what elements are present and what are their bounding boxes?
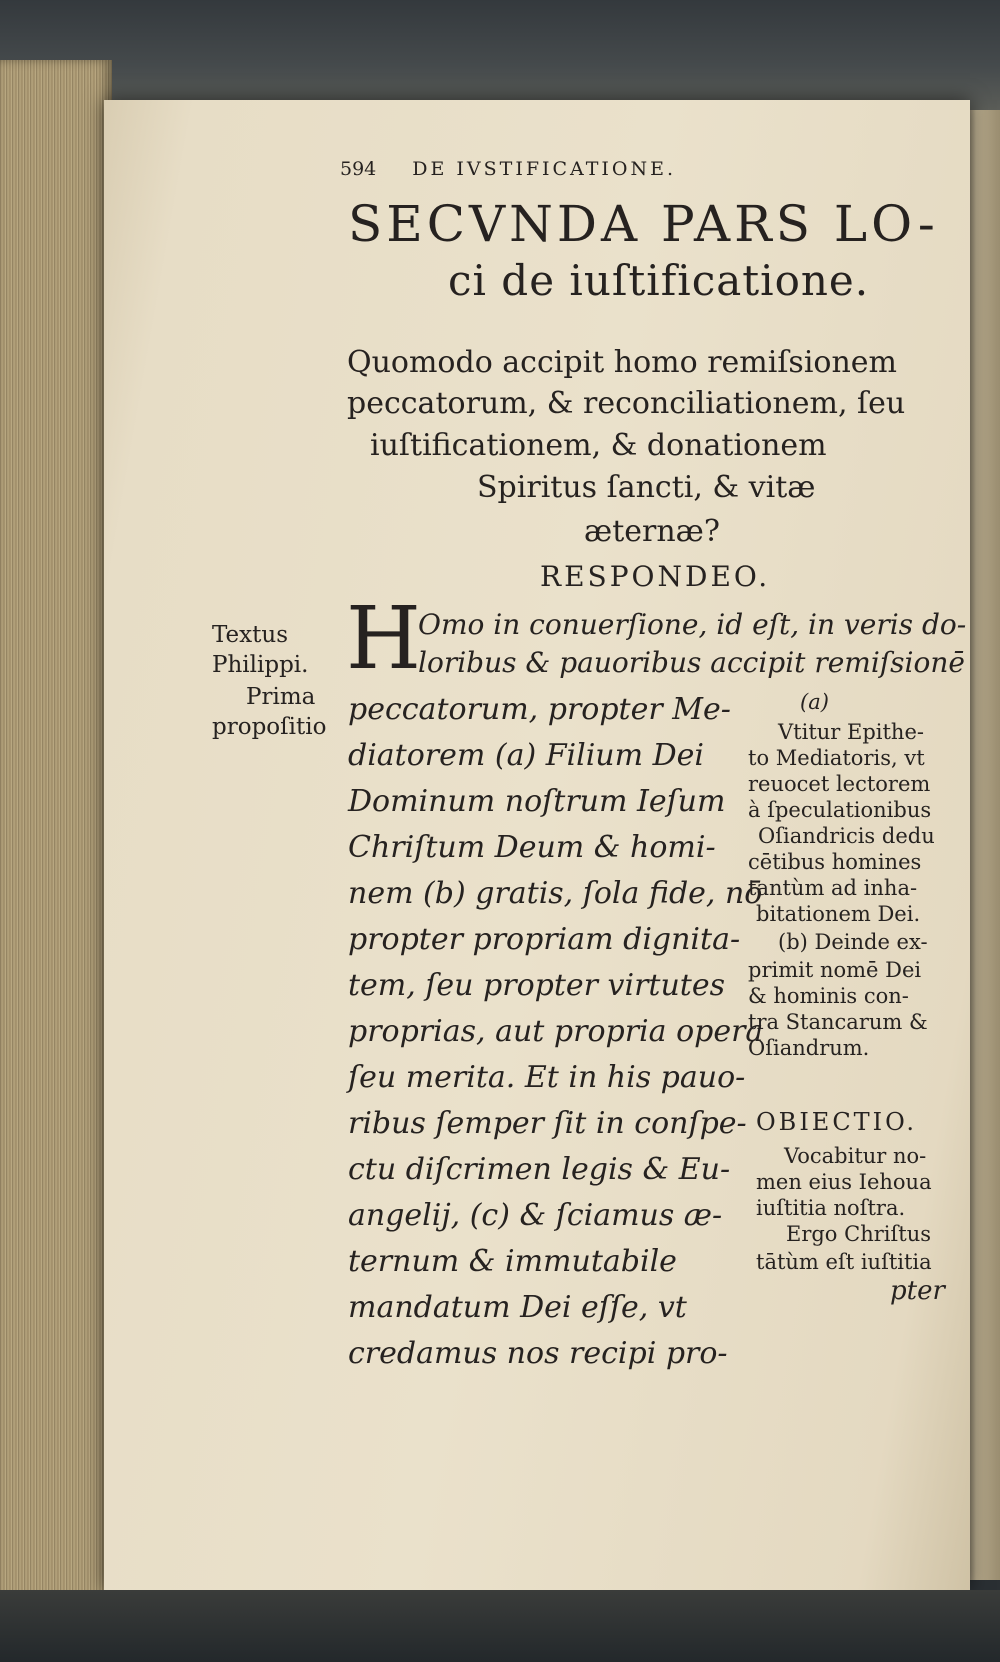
side-note-line: reuocet lectorem [748, 772, 931, 796]
side-note-line: & hominis con- [748, 984, 909, 1008]
section-title-line-1: SECVNDA PARS LO- [348, 195, 939, 253]
side-note-line: cētibus homines [748, 850, 922, 874]
section-title-line-2: ci de iuſtificatione. [448, 256, 870, 305]
running-title: DE IVSTIFICATIONE. [412, 158, 677, 180]
answer-line: Dominum noſtrum Ieſum [348, 784, 726, 819]
answer-line: Chriſtum Deum & homi- [348, 830, 716, 865]
side-note-line: Vocabitur no- [784, 1144, 927, 1168]
answer-line: proprias, aut propria opera [348, 1014, 764, 1049]
margin-note-left: Philippi. [212, 652, 309, 678]
page-number: 594 [340, 158, 377, 180]
side-note-line: tantùm ad inha- [748, 876, 918, 900]
side-note-line: to Mediatoris, vt [748, 746, 925, 770]
answer-line: tem, ſeu propter virtutes [348, 968, 726, 1003]
answer-line: mandatum Dei eſſe, vt [348, 1290, 687, 1325]
question-line: iuſtificationem, & donationem [370, 428, 827, 463]
side-note-line: Oſiandricis dedu [758, 824, 935, 848]
side-note-line: primit nomē Dei [748, 958, 922, 982]
side-note-line: Oſiandrum. [748, 1036, 870, 1060]
running-head [340, 158, 676, 180]
side-note-line: (b) Deinde ex- [778, 930, 928, 954]
side-note-line: bitationem Dei. [756, 902, 921, 926]
question-line: Quomodo accipit homo remiſsionem [347, 345, 898, 380]
scan-background-bottom [0, 1590, 1000, 1662]
answer-line: ctu diſcrimen legis & Eu- [348, 1152, 731, 1187]
side-note-line: à ſpeculationibus [748, 798, 932, 822]
scan-background-top [0, 0, 1000, 110]
answer-line: propter propriam dignita- [348, 922, 741, 957]
answer-line: peccatorum, propter Me- [348, 692, 731, 727]
answer-line: ribus ſemper ſit in conſpe- [348, 1106, 747, 1141]
book-page-edges [0, 60, 112, 1620]
answer-line: ſeu merita. Et in his pauo- [348, 1060, 746, 1095]
answer-line: diatorem (a) Filium Dei [348, 738, 705, 773]
answer-line: nem (b) gratis, ſola fide, nō [348, 876, 763, 911]
catchword: pter [890, 1276, 945, 1306]
margin-note-left: Textus [212, 622, 288, 648]
side-note-line: Ergo Chriſtus [786, 1222, 931, 1246]
respondeo-heading: RESPONDEO. [540, 560, 771, 593]
side-note-line: iuſtitia noſtra. [756, 1196, 906, 1220]
side-note-line: tra Stancarum & [748, 1010, 928, 1034]
answer-line: Omo in conuerſione, id eſt, in veris do- [418, 608, 967, 641]
answer-line: loribus & pauoribus accipit remiſsionē [418, 646, 965, 679]
margin-note-left: Prima [246, 684, 316, 710]
side-note-line: tātùm eſt iuſtitia [756, 1250, 932, 1274]
drop-cap: H [346, 589, 421, 689]
answer-line: credamus nos recipi pro- [348, 1336, 728, 1371]
side-note-marker: (a) [800, 690, 829, 714]
answer-line: ternum & immutabile [348, 1244, 677, 1279]
objectio-heading: OBIECTIO. [756, 1108, 918, 1136]
question-line: peccatorum, & reconciliationem, ſeu [347, 386, 906, 421]
question-line: Spiritus ſancti, & vitæ [477, 470, 816, 505]
side-note-line: Vtitur Epithe- [778, 720, 924, 744]
side-note-line: men eius Iehoua [756, 1170, 932, 1194]
question-line: æternæ? [584, 514, 720, 549]
answer-line: angelij, (c) & ſciamus æ- [348, 1198, 723, 1233]
margin-note-left: propoſitio [212, 714, 327, 740]
